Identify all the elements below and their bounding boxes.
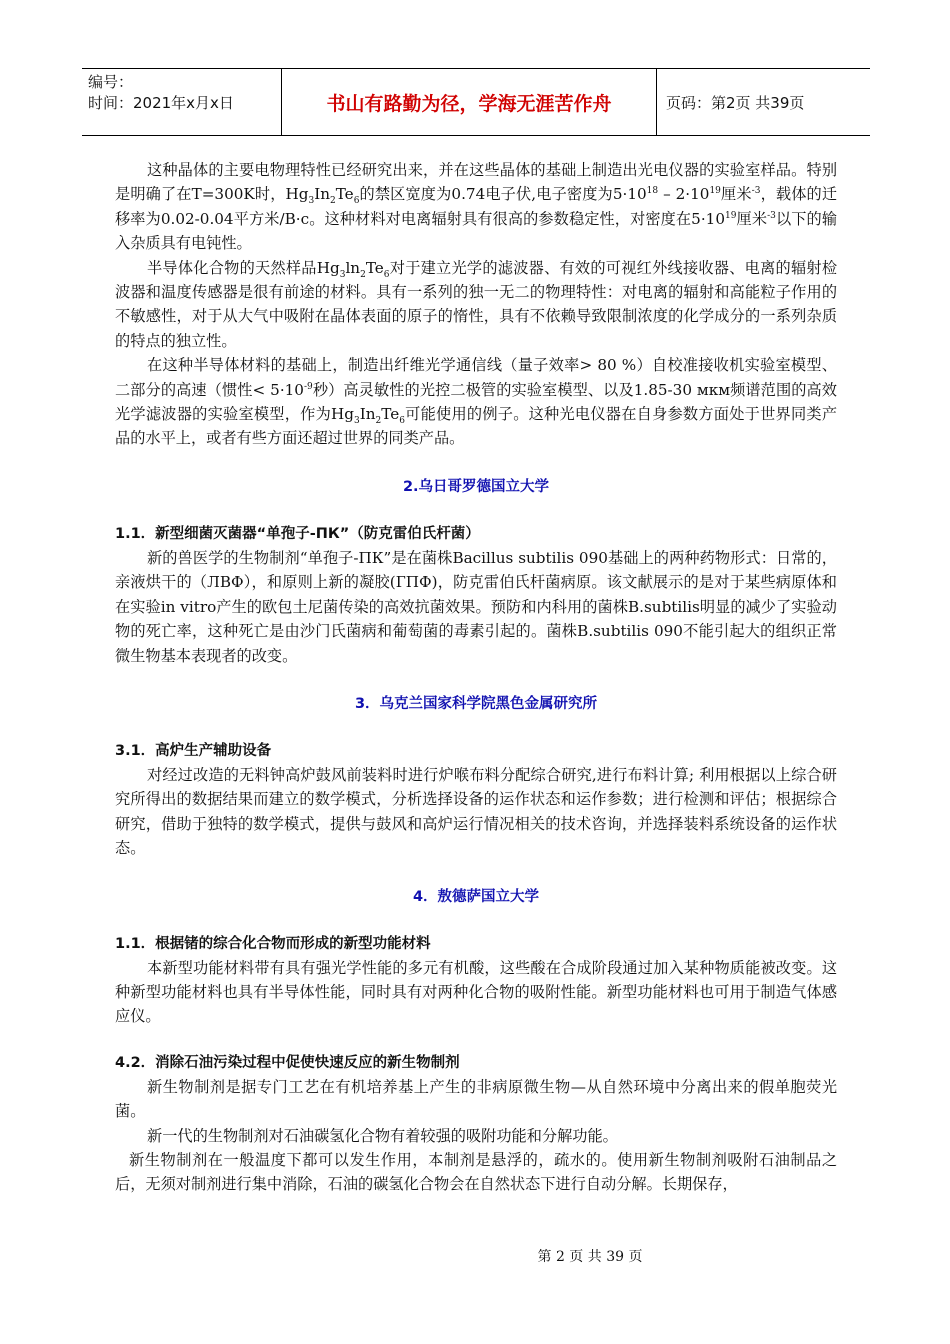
date-label: 时间：2021年x月x日 <box>88 94 234 112</box>
paragraph: 新生物制剂在一般温度下都可以发生作用，本制剂是悬浮的，疏水的。使用新生物制剂吸附石油制品之后，无须对制剂进行集中消除，石油的碳氢化合物会在自然状态下进行自动分解。长期保存， <box>115 1150 837 1194</box>
header-left-cell <box>82 69 282 135</box>
paragraph: 新的兽医学的生物制剂“单孢子-ПК”是在菌株Bacillus subtilis 090基础上的两种药物形式：日常的，亲液烘干的（ЛВФ），和原则上新的凝胶(ГПФ)，防克雷伯氏杆菌病原。该文献展示的是对于某些病原体和在实验in vitro产生的欧包土尼菌传染的高效抗菌效果。预防和内科用的菌株B.subtilis明显的减少了实验动物的死亡率，这种死亡是由沙门氏菌病和葡萄菌的毒素引起的。菌株B.subtilis 090不能引起大的组织正常微生物基本表现者的改变。 <box>115 548 837 665</box>
subsection-heading: 1.1．新型细菌灭菌器“单孢子-ПК”（防克雷伯氏杆菌） <box>115 525 480 542</box>
page-footer <box>0 1246 950 1266</box>
paragraph: 新一代的生物制剂对石油碳氢化合物有着较强的吸附功能和分解功能。 <box>147 1126 618 1145</box>
section-heading-2: 2.乌日哥罗德国立大学 <box>402 478 550 495</box>
motto: 书山有路勤为径，学海无涯苦作舟 <box>282 69 657 135</box>
paragraph-1: 这种晶体的主要电物理特性已经研究出来，并在这些晶体的基础上制造出光电仪器的实验室样品。特别是明确了在T=300K时，$Hg_3In_2Te_6$的禁区宽度为0.74电子伏,电子密度为$5\cdot 10^{18} - 2\cdot 10^{19}$厘米$^{-3}$，载体的迁移率为0.02-0.04平方米/B·c。这种材料对电离辐射具有很高的参数稳定性，对密度在$5\cdot 10^{19}$厘米$^{-3}$以下的输入杂质具有电钝性。 <box>115 161 838 253</box>
subsection-heading: 3.1．高炉生产辅助设备 <box>115 742 272 759</box>
subsection-heading: 4.2．消除石油污染过程中促使快速反应的新生物制剂 <box>115 1054 460 1071</box>
section-heading-4: 4．敖德萨国立大学 <box>412 888 540 905</box>
subsection-heading: 1.1．根据锗的综合化合物而形成的新型功能材料 <box>115 935 431 952</box>
section-heading-3: 3．乌克兰国家科学院黑色金属研究所 <box>354 695 598 712</box>
document-body <box>115 158 837 1197</box>
paragraph: 新生物制剂是据专门工艺在有机培养基上产生的非病原微生物—从自然环境中分离出来的假单胞荧光菌。 <box>115 1077 837 1121</box>
paragraph-3: 在这种半导体材料的基础上，制造出纤维光学通信线（量子效率> 80 %）自校准接收机实验室模型、二部分的高速（惯性< $5\cdot 10^{-9}$秒）高灵敏性的光控二极管的实验室模型、以及1.85-30 мкм频谱范围的高效光学滤波器的实验室模型，作为$Hg_3In_2Te_6$可能使用的例子。这种光电仪器在自身参数方面处于世界同类产品的水平上，或者有些方面还超过世界的同类产品。 <box>115 356 838 448</box>
header-table <box>82 68 870 136</box>
footer-page-number: 第 2 页 共 39 页 <box>537 1249 643 1265</box>
paragraph: 本新型功能材料带有具有强光学性能的多元有机酸，这些酸在合成阶段通过加入某种物质能被改变。这种新型功能材料也具有半导体性能，同时具有对两种化合物的吸附性能。新型功能材料也可用于制造气体感应仪。 <box>115 958 837 1026</box>
paragraph-2: 半导体化合物的天然样品$Hg_3\ln_2Te_6$对于建立光学的滤波器、有效的可视红外线接收器、电离的辐射检波器和温度传感器是很有前途的材料。具有一系列的独一无二的物理特性：对电离的辐射和高能粒子作用的不敏感性，对于从大气中吸附在晶体表面的原子的惰性，具有不依赖导致限制浓度的化学成分的一系列杂质的特点的独立性。 <box>115 258 838 350</box>
serial-label: 编号： <box>88 73 134 91</box>
paragraph: 对经过改造的无料钟高炉鼓风前装料时进行炉喉布料分配综合研究,进行布料计算; 利用根据以上综合研究所得出的数据结果而建立的数学模式，分析选择设备的运作状态和运作参数；进行检测和评估；根据综合研究，借助于独特的数学模式，提供与鼓风和高炉运行情况相关的技术咨询，并选择装料系统设备的运作状态。 <box>115 765 837 858</box>
page-info: 页码：第2页 共39页 <box>666 93 805 112</box>
